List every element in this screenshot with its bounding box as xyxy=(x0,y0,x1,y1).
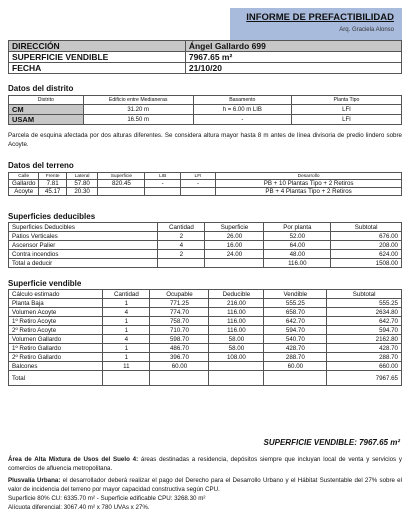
cell: 2162.80 xyxy=(327,335,402,344)
cell: 1 xyxy=(103,326,150,335)
cell: 116.00 xyxy=(209,308,264,317)
cell: 642.70 xyxy=(327,317,402,326)
table-row xyxy=(9,317,402,326)
cell: 555.25 xyxy=(264,299,327,308)
cell: 1 xyxy=(103,344,150,353)
cell: 396.70 xyxy=(150,353,209,362)
col-header: LFI xyxy=(180,173,215,180)
cell: 116.00 xyxy=(209,326,264,335)
table-header-row xyxy=(9,223,402,232)
cell: 594.70 xyxy=(327,326,402,335)
cell: 58.00 xyxy=(209,335,264,344)
vendible-table xyxy=(8,289,402,386)
table-row xyxy=(9,250,402,259)
terreno-table xyxy=(8,172,402,196)
superficie-vendible-total: SUPERFICIE VENDIBLE: 7967.65 m² xyxy=(263,438,400,447)
cell: h = 6.00 m LIB xyxy=(193,105,291,115)
distrito-note: Parcela de esquina afectada por dos alturas diferentes. Se considera altura mayor hasta 8 m antes de línea divisoria de predio lindero sobre Acoyte. xyxy=(8,132,402,148)
col-header: Calle xyxy=(9,173,39,180)
table-row xyxy=(9,326,402,335)
table-row xyxy=(9,308,402,317)
col-header: Basamento xyxy=(193,96,291,105)
cell: 24.00 xyxy=(205,250,264,259)
cell: 2º Retiro Gallardo xyxy=(9,353,103,362)
cell: 208.00 xyxy=(331,241,402,250)
cell: 7.81 xyxy=(39,180,67,188)
cell: 2 xyxy=(158,250,205,259)
col-header: Lateral xyxy=(66,173,97,180)
section-title-distrito: Datos del distrito xyxy=(8,84,74,93)
col-header: Cantidad xyxy=(158,223,205,232)
cell: 428.70 xyxy=(264,344,327,353)
deducibles-table xyxy=(8,222,402,268)
info-label: FECHA xyxy=(9,63,186,74)
col-header: Desarrollo xyxy=(216,173,402,180)
distrito-name: USAM xyxy=(9,115,84,125)
info-value: 21/10/20 xyxy=(185,63,401,74)
info-label: DIRECCIÓN xyxy=(9,41,186,52)
distrito-name: CM xyxy=(9,105,84,115)
col-header: Ocupable xyxy=(150,290,209,299)
cell: 428.70 xyxy=(327,344,402,353)
cell: - xyxy=(145,180,180,188)
cell: 58.00 xyxy=(209,344,264,353)
cell: 2 xyxy=(158,232,205,241)
cell: Patios Verticales xyxy=(9,232,158,241)
cell: 1 xyxy=(103,317,150,326)
cell: 4 xyxy=(103,308,150,317)
info-row xyxy=(9,52,402,63)
col-header: Cantidad xyxy=(103,290,150,299)
cell: 598.70 xyxy=(150,335,209,344)
col-header: Edificio entre Medianeras xyxy=(83,96,193,105)
col-header: Planta Tipo xyxy=(291,96,401,105)
table-header-row xyxy=(9,173,402,180)
area-note-label: Área de Alta Mixtura de Usos del Suelo 4: xyxy=(8,456,139,463)
table-row xyxy=(9,180,402,188)
cell: 1º Retiro Acoyte xyxy=(9,317,103,326)
table-row xyxy=(9,362,402,371)
cell: 676.00 xyxy=(331,232,402,241)
col-header: Distrito xyxy=(9,96,84,105)
cell: 64.00 xyxy=(264,241,331,250)
area-note-text: áreas destinadas a residencia, depósitos siempre que incluyan local de venta y servicios y comercios de afluencia metropolitana. xyxy=(8,456,402,472)
cell: 45.17 xyxy=(39,188,67,196)
plusvalia-note xyxy=(8,477,402,513)
table-row xyxy=(9,115,402,125)
table-row xyxy=(9,241,402,250)
col-header: Deducible xyxy=(209,290,264,299)
table-row xyxy=(9,299,402,308)
cell: 2º Retiro Acoyte xyxy=(9,326,103,335)
table-row xyxy=(9,105,402,115)
cell: Ascensor Palier xyxy=(9,241,158,250)
table-row xyxy=(9,335,402,344)
plusvalia-text: el desarrollador deberá realizar el pago del Derecho para el Desarrollo Urbano y el Hábitat Sustentable del 27% sobre el valor de incidencia del terreno por mayor capacidad constructiva según CPU. xyxy=(8,477,402,493)
table-row xyxy=(9,371,402,386)
cell: 555.25 xyxy=(327,299,402,308)
cell xyxy=(103,371,150,386)
distrito-table xyxy=(8,95,402,125)
cell: PB + 10 Plantas Tipo + 2 Retiros xyxy=(216,180,402,188)
col-header: Subtotal xyxy=(331,223,402,232)
cell: 642.70 xyxy=(264,317,327,326)
cell xyxy=(205,259,264,268)
table-row xyxy=(9,188,402,196)
cell: 16.50 m xyxy=(83,115,193,125)
plusvalia-line1: Superficie 80% CU: 6335.70 m² - Superficie edificable CPU: 3268.30 m² xyxy=(8,494,206,502)
report-header xyxy=(230,8,402,40)
cell: 660.00 xyxy=(327,362,402,371)
cell: 486.70 xyxy=(150,344,209,353)
cell: 31.20 m xyxy=(83,105,193,115)
cell: - xyxy=(193,115,291,125)
cell: Gallardo xyxy=(9,180,39,188)
cell: 20.30 xyxy=(66,188,97,196)
cell: 540.70 xyxy=(264,335,327,344)
info-table xyxy=(8,40,402,74)
cell: 2634.80 xyxy=(327,308,402,317)
col-header: Vendible xyxy=(264,290,327,299)
info-row xyxy=(9,41,402,52)
cell: 771.25 xyxy=(150,299,209,308)
cell: 624.00 xyxy=(331,250,402,259)
info-row xyxy=(9,63,402,74)
info-label: SUPERFICIE VENDIBLE xyxy=(9,52,186,63)
col-header: Por planta xyxy=(264,223,331,232)
cell: Volumen Acoyte xyxy=(9,308,103,317)
cell xyxy=(209,362,264,371)
cell: 116.00 xyxy=(209,317,264,326)
cell: 710.70 xyxy=(150,326,209,335)
cell: 774.70 xyxy=(150,308,209,317)
cell: Planta Baja xyxy=(9,299,103,308)
cell: 1508.00 xyxy=(331,259,402,268)
cell xyxy=(209,371,264,386)
report-author: Arq. Graciela Alonso xyxy=(339,27,394,33)
table-row xyxy=(9,344,402,353)
table-header-row xyxy=(9,96,402,105)
cell: 60.00 xyxy=(150,362,209,371)
info-value: Ángel Gallardo 699 xyxy=(185,41,401,52)
cell xyxy=(150,371,209,386)
cell: 288.70 xyxy=(327,353,402,362)
cell: 57.80 xyxy=(66,180,97,188)
col-header: Superficie xyxy=(205,223,264,232)
cell xyxy=(158,259,205,268)
col-header: Frente xyxy=(39,173,67,180)
cell: 4 xyxy=(158,241,205,250)
info-value: 7967.65 m² xyxy=(185,52,401,63)
section-title-deducibles: Superficies deducibles xyxy=(8,212,96,221)
table-header-row xyxy=(9,290,402,299)
cell: 594.70 xyxy=(264,326,327,335)
plusvalia-line2: Alícuota diferencial: 3067.40 m² x 780 UVAs x 27%. xyxy=(8,503,150,511)
cell: 11 xyxy=(103,362,150,371)
cell: 1º Retiro Gallardo xyxy=(9,344,103,353)
cell: 108.00 xyxy=(209,353,264,362)
table-row xyxy=(9,353,402,362)
report-title: INFORME DE PREFACTIBILIDAD xyxy=(246,12,394,23)
area-note xyxy=(8,456,402,474)
cell: 658.70 xyxy=(264,308,327,317)
cell xyxy=(145,188,180,196)
cell: LFI xyxy=(291,115,401,125)
col-header: Superficies Deducibles xyxy=(9,223,158,232)
cell: LFI xyxy=(291,105,401,115)
col-header: LIB xyxy=(145,173,180,180)
cell: PB + 4 Plantas Tipo + 2 Retiros xyxy=(216,188,402,196)
cell: 48.00 xyxy=(264,250,331,259)
cell: Total a deducir xyxy=(9,259,158,268)
cell: 216.00 xyxy=(209,299,264,308)
cell: 1 xyxy=(103,353,150,362)
cell: Balcones xyxy=(9,362,103,371)
col-header: Subtotal xyxy=(327,290,402,299)
cell: Total xyxy=(9,371,103,386)
cell: 60.00 xyxy=(264,362,327,371)
table-row xyxy=(9,259,402,268)
section-title-terreno: Datos del terreno xyxy=(8,161,74,170)
cell: - xyxy=(180,180,215,188)
plusvalia-label: Plusvalía Urbana: xyxy=(8,477,61,484)
section-title-vendible: Superficie vendible xyxy=(8,279,82,288)
cell: 4 xyxy=(103,335,150,344)
cell: 52.00 xyxy=(264,232,331,241)
cell xyxy=(180,188,215,196)
cell: 288.70 xyxy=(264,353,327,362)
cell: 1 xyxy=(103,299,150,308)
cell xyxy=(264,371,327,386)
cell: 820.45 xyxy=(98,180,145,188)
table-row xyxy=(9,232,402,241)
cell: 758.70 xyxy=(150,317,209,326)
cell: 116.00 xyxy=(264,259,331,268)
cell: 26.00 xyxy=(205,232,264,241)
col-header: Superficie xyxy=(98,173,145,180)
cell: 16.00 xyxy=(205,241,264,250)
col-header: Cálculo estimado xyxy=(9,290,103,299)
cell: Contra incendios xyxy=(9,250,158,259)
cell: Volumen Gallardo xyxy=(9,335,103,344)
cell: Acoyte xyxy=(9,188,39,196)
cell: 7967.65 xyxy=(327,371,402,386)
cell xyxy=(98,188,145,196)
